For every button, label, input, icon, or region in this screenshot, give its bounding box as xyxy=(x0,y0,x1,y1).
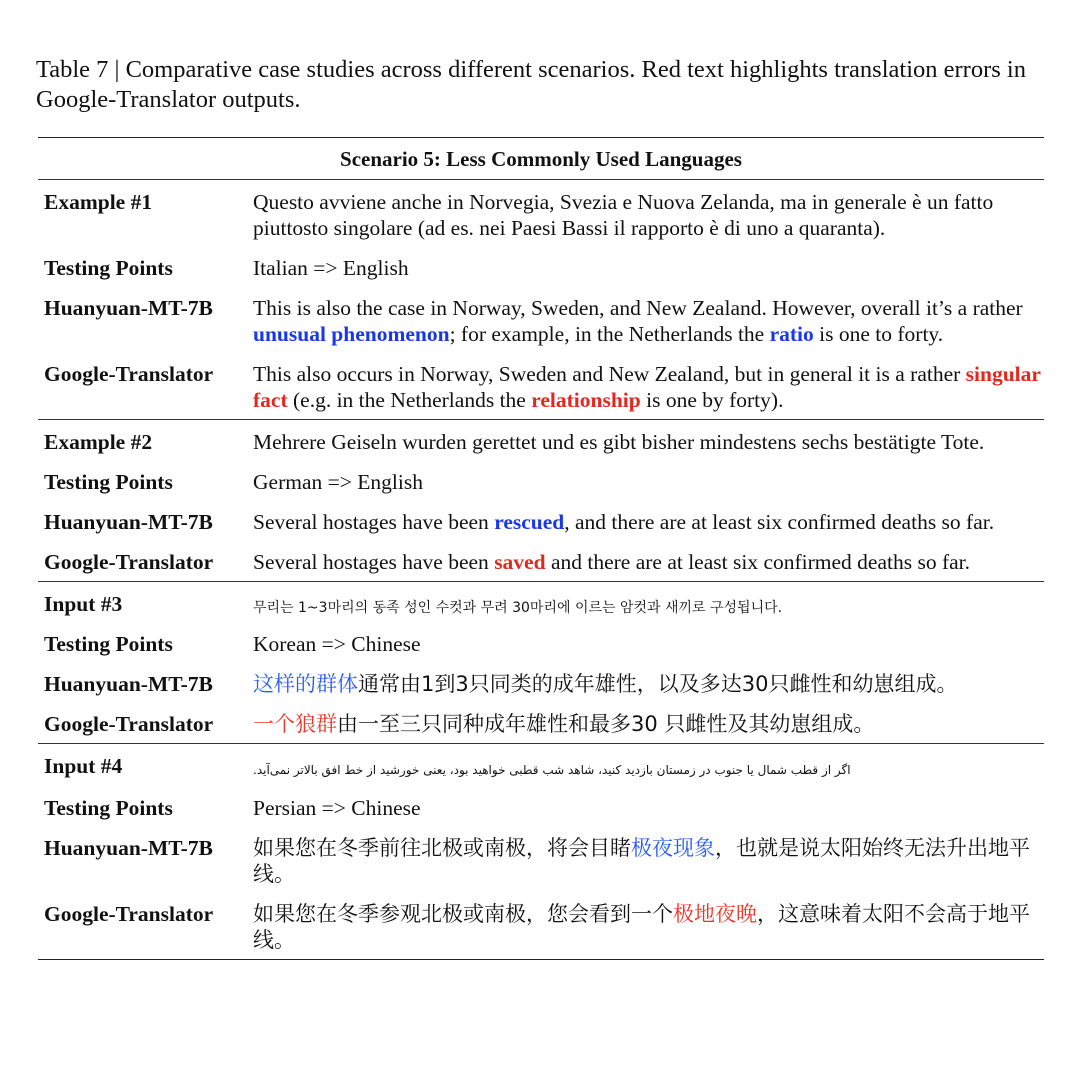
text-run: and there are at least six confirmed deaths so far. xyxy=(545,550,971,574)
google-output xyxy=(253,901,1044,953)
row-label: Huanyuan-MT-7B xyxy=(44,296,213,320)
row-label: Example #1 xyxy=(44,190,153,214)
text-run: is one by forty). xyxy=(640,388,784,412)
source-text: 무리는 1~3마리의 동족 성인 수컷과 무려 30마리에 이르는 암컷과 새끼로 구성됩니다. xyxy=(253,600,783,616)
table-row xyxy=(38,189,1044,241)
text-run: , and there are at least six confirmed deaths so far. xyxy=(564,510,995,534)
row-label: Huanyuan-MT-7B xyxy=(44,836,213,860)
row-label: Testing Points xyxy=(44,256,173,280)
testing-points: Korean => Chinese xyxy=(253,632,421,656)
table-row xyxy=(38,835,1044,887)
table-row xyxy=(38,361,1044,413)
table-row xyxy=(38,671,1044,697)
text-run: This also occurs in Norway, Sweden and New Zealand, but in general it is a rather xyxy=(253,362,966,386)
table-row xyxy=(38,295,1044,347)
table-row xyxy=(38,901,1044,953)
correct-highlight: 这样的群体 xyxy=(253,672,358,696)
correct-highlight: 极夜现象 xyxy=(631,836,715,860)
error-highlight: singular fact xyxy=(253,362,1041,412)
table-row xyxy=(38,429,1044,455)
text-run: 由一至三只同种成年雄性和最多30 只雌性及其幼崽组成。 xyxy=(337,712,875,736)
example-block-1 xyxy=(38,189,1044,413)
testing-points: Italian => English xyxy=(253,256,409,280)
text-run: This is also the case in Norway, Sweden, and New Zealand. However, overall it’s a rather xyxy=(253,296,1023,320)
table-row xyxy=(38,509,1044,535)
hunyuan-output xyxy=(253,671,1044,697)
text-run: 如果您在冬季前往北极或南极，将会目睹 xyxy=(253,836,631,860)
table-bottom-rule xyxy=(38,959,1044,960)
text-run: Several hostages have been xyxy=(253,510,495,534)
example-block-2 xyxy=(38,429,1044,575)
correct-highlight: rescued xyxy=(494,510,565,534)
table-row xyxy=(38,711,1044,737)
google-output xyxy=(253,711,1044,737)
error-highlight: 一个狼群 xyxy=(253,712,337,736)
table-row xyxy=(38,469,1044,495)
google-output xyxy=(253,361,1044,413)
row-label: Example #2 xyxy=(44,430,153,454)
text-run: is one to forty. xyxy=(813,322,944,346)
table-row xyxy=(38,631,1044,657)
scenario-header: Scenario 5: Less Commonly Used Languages xyxy=(340,147,742,171)
text-run: 如果您在冬季参观北极或南极，您会看到一个 xyxy=(253,902,673,926)
source-text: اگر از قطب شمال یا جنوب در زمستان بازدید کنید، شاهد شب قطبی خواهید بود، یعنی خورشید از خط افق بالاتر نمی‌آید. xyxy=(253,763,851,777)
testing-points: Persian => Chinese xyxy=(253,796,421,820)
table-rule xyxy=(38,419,1044,420)
row-label: Huanyuan-MT-7B xyxy=(44,672,213,696)
google-output xyxy=(253,549,1044,575)
hunyuan-output xyxy=(253,295,1044,347)
source-text: Questo avviene anche in Norvegia, Svezia e Nuova Zelanda, ma in generale è un fatto piuttosto singolare (ad es. nei Paesi Bassi il rapporto è di uno a quaranta). xyxy=(253,190,994,240)
table-row xyxy=(38,549,1044,575)
table-rule xyxy=(38,581,1044,582)
row-label: Google-Translator xyxy=(44,712,214,736)
text-run: (e.g. in the Netherlands the xyxy=(287,388,532,412)
text-run: Several hostages have been xyxy=(253,550,495,574)
error-highlight: 极地夜晚 xyxy=(673,902,757,926)
error-highlight: relationship xyxy=(531,388,641,412)
row-label: Google-Translator xyxy=(44,362,214,386)
table-rule xyxy=(38,743,1044,744)
table-rule xyxy=(38,179,1044,180)
table-row xyxy=(38,591,1044,621)
row-label: Google-Translator xyxy=(44,902,214,926)
text-run: 通常由1到3只同类的成年雄性，以及多达30只雌性和幼崽组成。 xyxy=(358,672,958,696)
example-block-4 xyxy=(38,753,1044,953)
row-label: Testing Points xyxy=(44,470,173,494)
testing-points: German => English xyxy=(253,470,423,494)
comparison-table xyxy=(38,137,1044,960)
text-run: ，也就是说太阳始终无法升出地平线。 xyxy=(253,836,1030,886)
error-highlight: saved xyxy=(494,550,546,574)
example-block-3 xyxy=(38,591,1044,737)
source-text: Mehrere Geiseln wurden gerettet und es gibt bisher mindestens sechs bestätigte Tote. xyxy=(253,430,985,454)
table-row xyxy=(38,795,1044,821)
row-label: Huanyuan-MT-7B xyxy=(44,510,213,534)
hunyuan-output xyxy=(253,835,1044,887)
row-label: Testing Points xyxy=(44,632,173,656)
hunyuan-output xyxy=(253,509,1044,535)
text-run: ，这意味着太阳不会高于地平线。 xyxy=(253,902,1030,952)
row-label: Input #4 xyxy=(44,754,123,778)
row-label: Google-Translator xyxy=(44,550,214,574)
correct-highlight: ratio xyxy=(769,322,814,346)
correct-highlight: unusual phenomenon xyxy=(253,322,450,346)
row-label: Testing Points xyxy=(44,796,173,820)
text-run: ; for example, in the Netherlands the xyxy=(449,322,770,346)
row-label: Input #3 xyxy=(44,592,123,616)
table-row xyxy=(38,255,1044,281)
table-row xyxy=(38,753,1044,783)
table-caption: Table 7 | Comparative case studies across different scenarios. Red text highlights translation errors in Google-Translator outputs. xyxy=(36,56,1026,113)
